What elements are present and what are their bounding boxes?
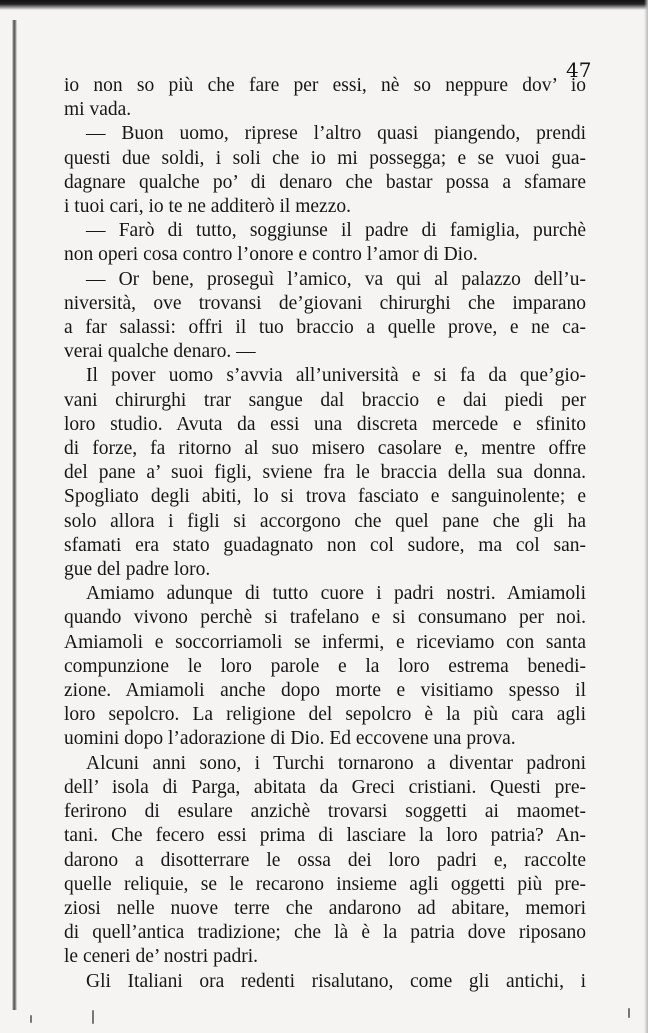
text-line: del pane a’ suoi figli, sviene fra le braccia della sua donna. (64, 462, 586, 484)
text-line: non operi cosa contro l’onore e contro l’amor di Dio. (64, 244, 478, 266)
text-line: di forze, fa ritorno al suo misero casolare e, mentre offre (64, 438, 586, 460)
text-line: Amiamoli e soccorriamoli se infermi, e riceviamo con santa (64, 631, 586, 653)
page-number: 47 (566, 58, 592, 82)
text-line: loro sepolcro. La religione del sepolcro è la più cara agli (64, 704, 586, 726)
text-line: dagnare qualche po’ di denaro che bastar possa a sfamare (64, 171, 586, 193)
text-line: compunzione le loro parole e la loro estrema benedi- (64, 655, 586, 677)
text-line: darono a disotterrare le ossa dei loro padri e, raccolte (64, 849, 586, 871)
text-line: verai qualche denaro. — (64, 341, 256, 363)
text-line: Alcuni anni sono, i Turchi tornarono a diventar padroni (86, 752, 586, 774)
text-line: sfamati era stato guadagnato non col sudore, ma col san- (64, 534, 586, 556)
text-line: — Or bene, proseguì l’amico, va qui al palazzo dell’u- (86, 268, 586, 290)
page-gutter-edge (12, 20, 17, 1010)
scan-speck (30, 1015, 32, 1023)
page-right-edge (644, 0, 648, 1033)
text-line: zione. Amiamoli anche dopo morte e visitiamo spesso il (64, 680, 586, 702)
text-line: niversità, ove trovansi de’giovani chirurghi che imparano (64, 292, 586, 314)
text-line: quando vivono perchè si trafelano e si consumano per noi. (64, 607, 586, 629)
text-line: questi due soldi, i soli che io mi possegga; e se vuoi gua- (64, 147, 586, 169)
body-text (64, 74, 586, 994)
scan-speck (92, 1010, 94, 1024)
text-line: tani. Che fecero essi prima di lasciare la loro patria? An- (64, 825, 586, 847)
scan-speck (628, 1008, 630, 1018)
text-line: Gli Italiani ora redenti risalutano, come gli antichi, i (86, 970, 586, 992)
text-line: ferirono di esulare anzichè trovarsi soggetti ai maomet- (64, 801, 586, 823)
text-line: vani chirurghi trar sangue dal braccio e dai piedi per (64, 389, 586, 411)
text-line: di quell’antica tradizione; che là è la patria dove riposano (64, 922, 586, 944)
text-line: le ceneri de’ nostri padri. (64, 946, 259, 968)
text-line: ziosi nelle nuove terre che andarono ad abitare, memori (64, 897, 586, 919)
text-line: solo allora i figli si accorgono che quel pane che gli ha (64, 510, 586, 532)
text-line: uomini dopo l’adorazione di Dio. Ed eccovene una prova. (64, 728, 516, 750)
text-line: — Farò di tutto, soggiunse il padre di famiglia, purchè (86, 220, 586, 242)
text-line: gue del padre loro. (64, 559, 211, 581)
text-line: a far salassi: offri il tuo braccio a quelle prove, e ne ca- (64, 317, 586, 339)
text-line: — Buon uomo, riprese l’altro quasi piangendo, prendi (86, 123, 586, 145)
text-line: mi vada. (64, 99, 132, 121)
text-line: i tuoi cari, io te ne additerò il mezzo. (64, 196, 351, 218)
scan-top-shadow (0, 0, 648, 10)
text-line: loro studio. Avuta da essi una discreta mercede e sfinito (64, 413, 586, 435)
text-line: quelle reliquie, se le recarono insieme agli oggetti più pre- (64, 873, 586, 895)
text-line: Spogliato degli abiti, lo si trova fasciato e sanguinolente; e (64, 486, 586, 508)
text-line: dell’ isola di Parga, abitata da Greci cristiani. Questi pre- (64, 776, 586, 798)
text-line: Amiamo adunque di tutto cuore i padri nostri. Amiamoli (86, 583, 586, 605)
text-line: io non so più che fare per essi, nè so neppure dov’ io (64, 75, 586, 96)
text-line: Il pover uomo s’avvia all’università e si fa da que’gio- (86, 365, 586, 387)
